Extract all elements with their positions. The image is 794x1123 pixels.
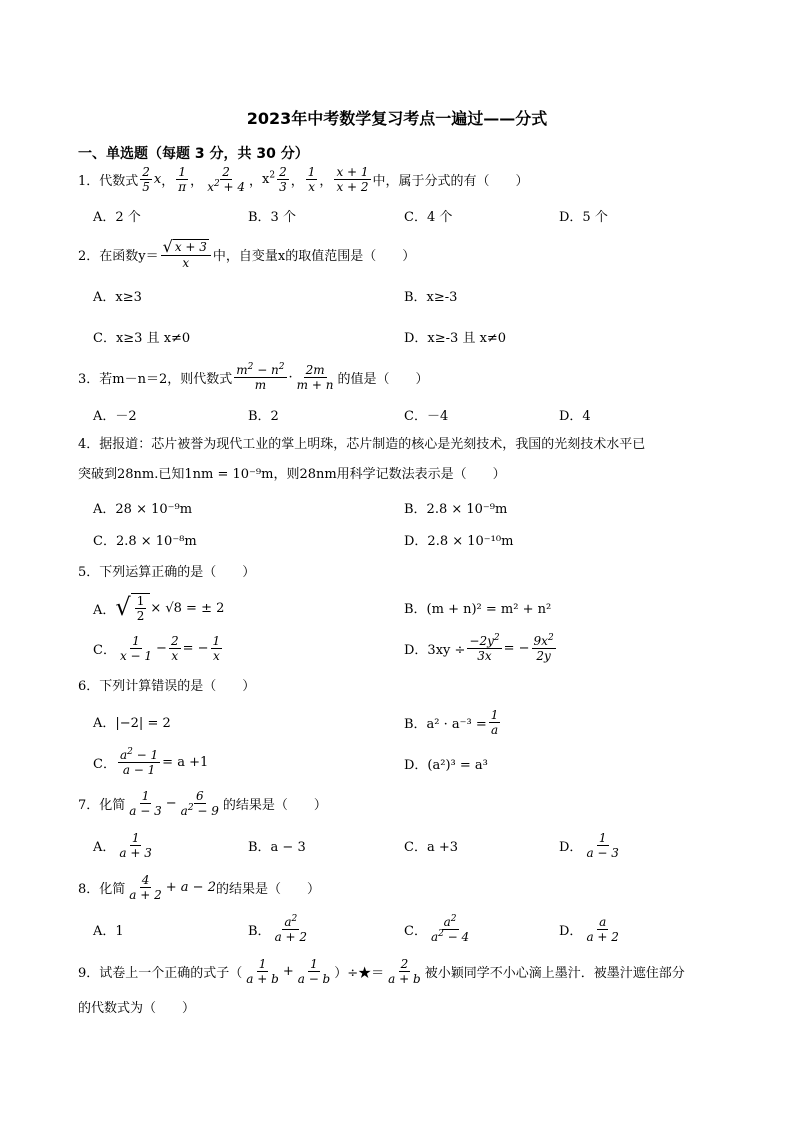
- q6-option-d: D．(a²)³ = a³: [404, 757, 488, 773]
- q2-option-b: B．x≥-3: [404, 289, 458, 305]
- question-4-line-2: 突破到28nm.已知1nm = 10⁻⁹m，则28nm用科学记数法表示是（ ）: [78, 467, 506, 482]
- q2-option-d: D．x≥-3 且 x≠0: [404, 330, 507, 346]
- q4-option-c: C．2.8 × 10⁻⁸m: [93, 533, 197, 549]
- q1-option-d: D．5 个: [559, 209, 608, 225]
- q8-option-a: A．1: [93, 923, 124, 939]
- q5-option-c: C． $\frac{1}{x - 1}$ − $\frac{2}{x}$ = − $\frac{1}{x}$: [93, 633, 221, 663]
- q3-option-b: B．2: [248, 408, 279, 424]
- question-9-line-2: 的代数式为（ ）: [78, 1000, 196, 1016]
- fraction: $\frac{2}{5}$: [142, 164, 150, 194]
- q5-option-d: D．3xy ÷ $\frac{-2y^2}{3x}$ = − $\frac{9x^2}{2y}$: [404, 632, 554, 663]
- question-2: 2．在函数y＝ √ x + 3 x 中，自变量x的取值范围是（ ）: [78, 236, 416, 270]
- question-6: 6．下列计算错误的是（ ）: [78, 678, 256, 694]
- q8-option-c: C． $\frac{a^2}{a^2 - 4}$: [404, 913, 470, 944]
- q6-option-a: A．|−2| = 2: [93, 715, 171, 731]
- q8-option-d: D． $\frac{a}{a + 2}$: [559, 914, 619, 944]
- fraction: $\frac{1}{\pi}$: [178, 164, 187, 194]
- page-title: 2023年中考数学复习考点一遍过——分式: [246, 109, 548, 128]
- q7-option-c: C．a +3: [404, 839, 458, 855]
- question-9: 9．试卷上一个正确的式子（ $\frac{1}{a + b}$ + $\frac{1}{a - b}$ ）÷★＝ $\frac{2}{a + b}$ 被小颖同学不小心滴上墨汁．被墨汁遮住部分: [78, 956, 685, 986]
- fraction: √ x + 3 x: [161, 239, 211, 270]
- fraction: $\frac{2}{3}$: [279, 164, 287, 194]
- section-heading: 一、单选题（每题 3 分，共 30 分）: [78, 146, 309, 162]
- q1-option-b: B．3 个: [248, 209, 296, 225]
- fraction: $\frac{m^2 - n^2}{m}$: [236, 361, 285, 392]
- q2-option-c: C．x≥3 且 x≠0: [93, 330, 191, 346]
- q3-option-c: C．－4: [404, 408, 449, 424]
- question-8: 8．化简 $\frac{4}{a + 2}$ + a − 2 的结果是（ ）: [78, 872, 320, 902]
- q7-option-a: A． $\frac{1}{a + 3}$: [93, 830, 152, 860]
- question-5: 5．下列运算正确的是（ ）: [78, 564, 256, 580]
- fraction: $\frac{2m}{m + n}$: [296, 362, 334, 392]
- q3-option-d: D．4: [559, 408, 591, 424]
- fraction: $\frac{x + 1}{x + 2}$: [336, 164, 369, 194]
- q4-option-a: A．28 × 10⁻⁹m: [93, 501, 193, 517]
- q5-option-b: B．(m + n)² = m² + n²: [404, 601, 552, 617]
- q8-option-b: B． $\frac{a^2}{a + 2}$: [248, 913, 308, 944]
- question-7: 7．化简 $\frac{1}{a - 3}$ − $\frac{6}{a^2 - 9}$ 的结果是（ ）: [78, 788, 327, 818]
- q3-option-a: A．－2: [93, 408, 137, 424]
- q5-option-a: A． √ $\frac{1}{2}$ × √8 = ± 2: [93, 593, 225, 623]
- q4-option-d: D．2.8 × 10⁻¹⁰m: [404, 533, 514, 549]
- q4-option-b: B．2.8 × 10⁻⁹m: [404, 501, 508, 517]
- question-1: 1．代数式 $\frac{2}{5}$ x ， $\frac{1}{\pi}$ ， $\frac{2}{x^2 + 4}$ ， $x^2$ $\frac{2}{3}$ ， $\frac{1}{x}$ ， $\frac{x + 1}{x + 2}$ 中，属于分式的有（ ）: [78, 164, 529, 194]
- q7-option-b: B．a − 3: [248, 839, 306, 855]
- question-3: 3．若m－n＝2，则代数式 $\frac{m^2 - n^2}{m}$ · $\frac{2m}{m + n}$ 的值是（ ）: [78, 361, 429, 392]
- q7-option-d: D． $\frac{1}{a - 3}$: [559, 830, 619, 860]
- fraction: $\frac{2}{x^2 + 4}$: [207, 164, 246, 194]
- q6-option-c: C． $\frac{a^2 - 1}{a - 1}$ = a +1: [93, 746, 209, 777]
- question-4-line-1: 4．据报道：芯片被誉为现代工业的掌上明珠，芯片制造的核心是光刻技术，我国的光刻技术水平已: [78, 437, 646, 452]
- q6-option-b: B．a² · a⁻³ = $\frac{1}{a}$: [404, 707, 499, 737]
- fraction: $\frac{1}{x}$: [307, 164, 316, 194]
- q1-option-c: C．4 个: [404, 209, 453, 225]
- q1-option-a: A．2 个: [93, 209, 141, 225]
- q2-option-a: A．x≥3: [93, 289, 142, 305]
